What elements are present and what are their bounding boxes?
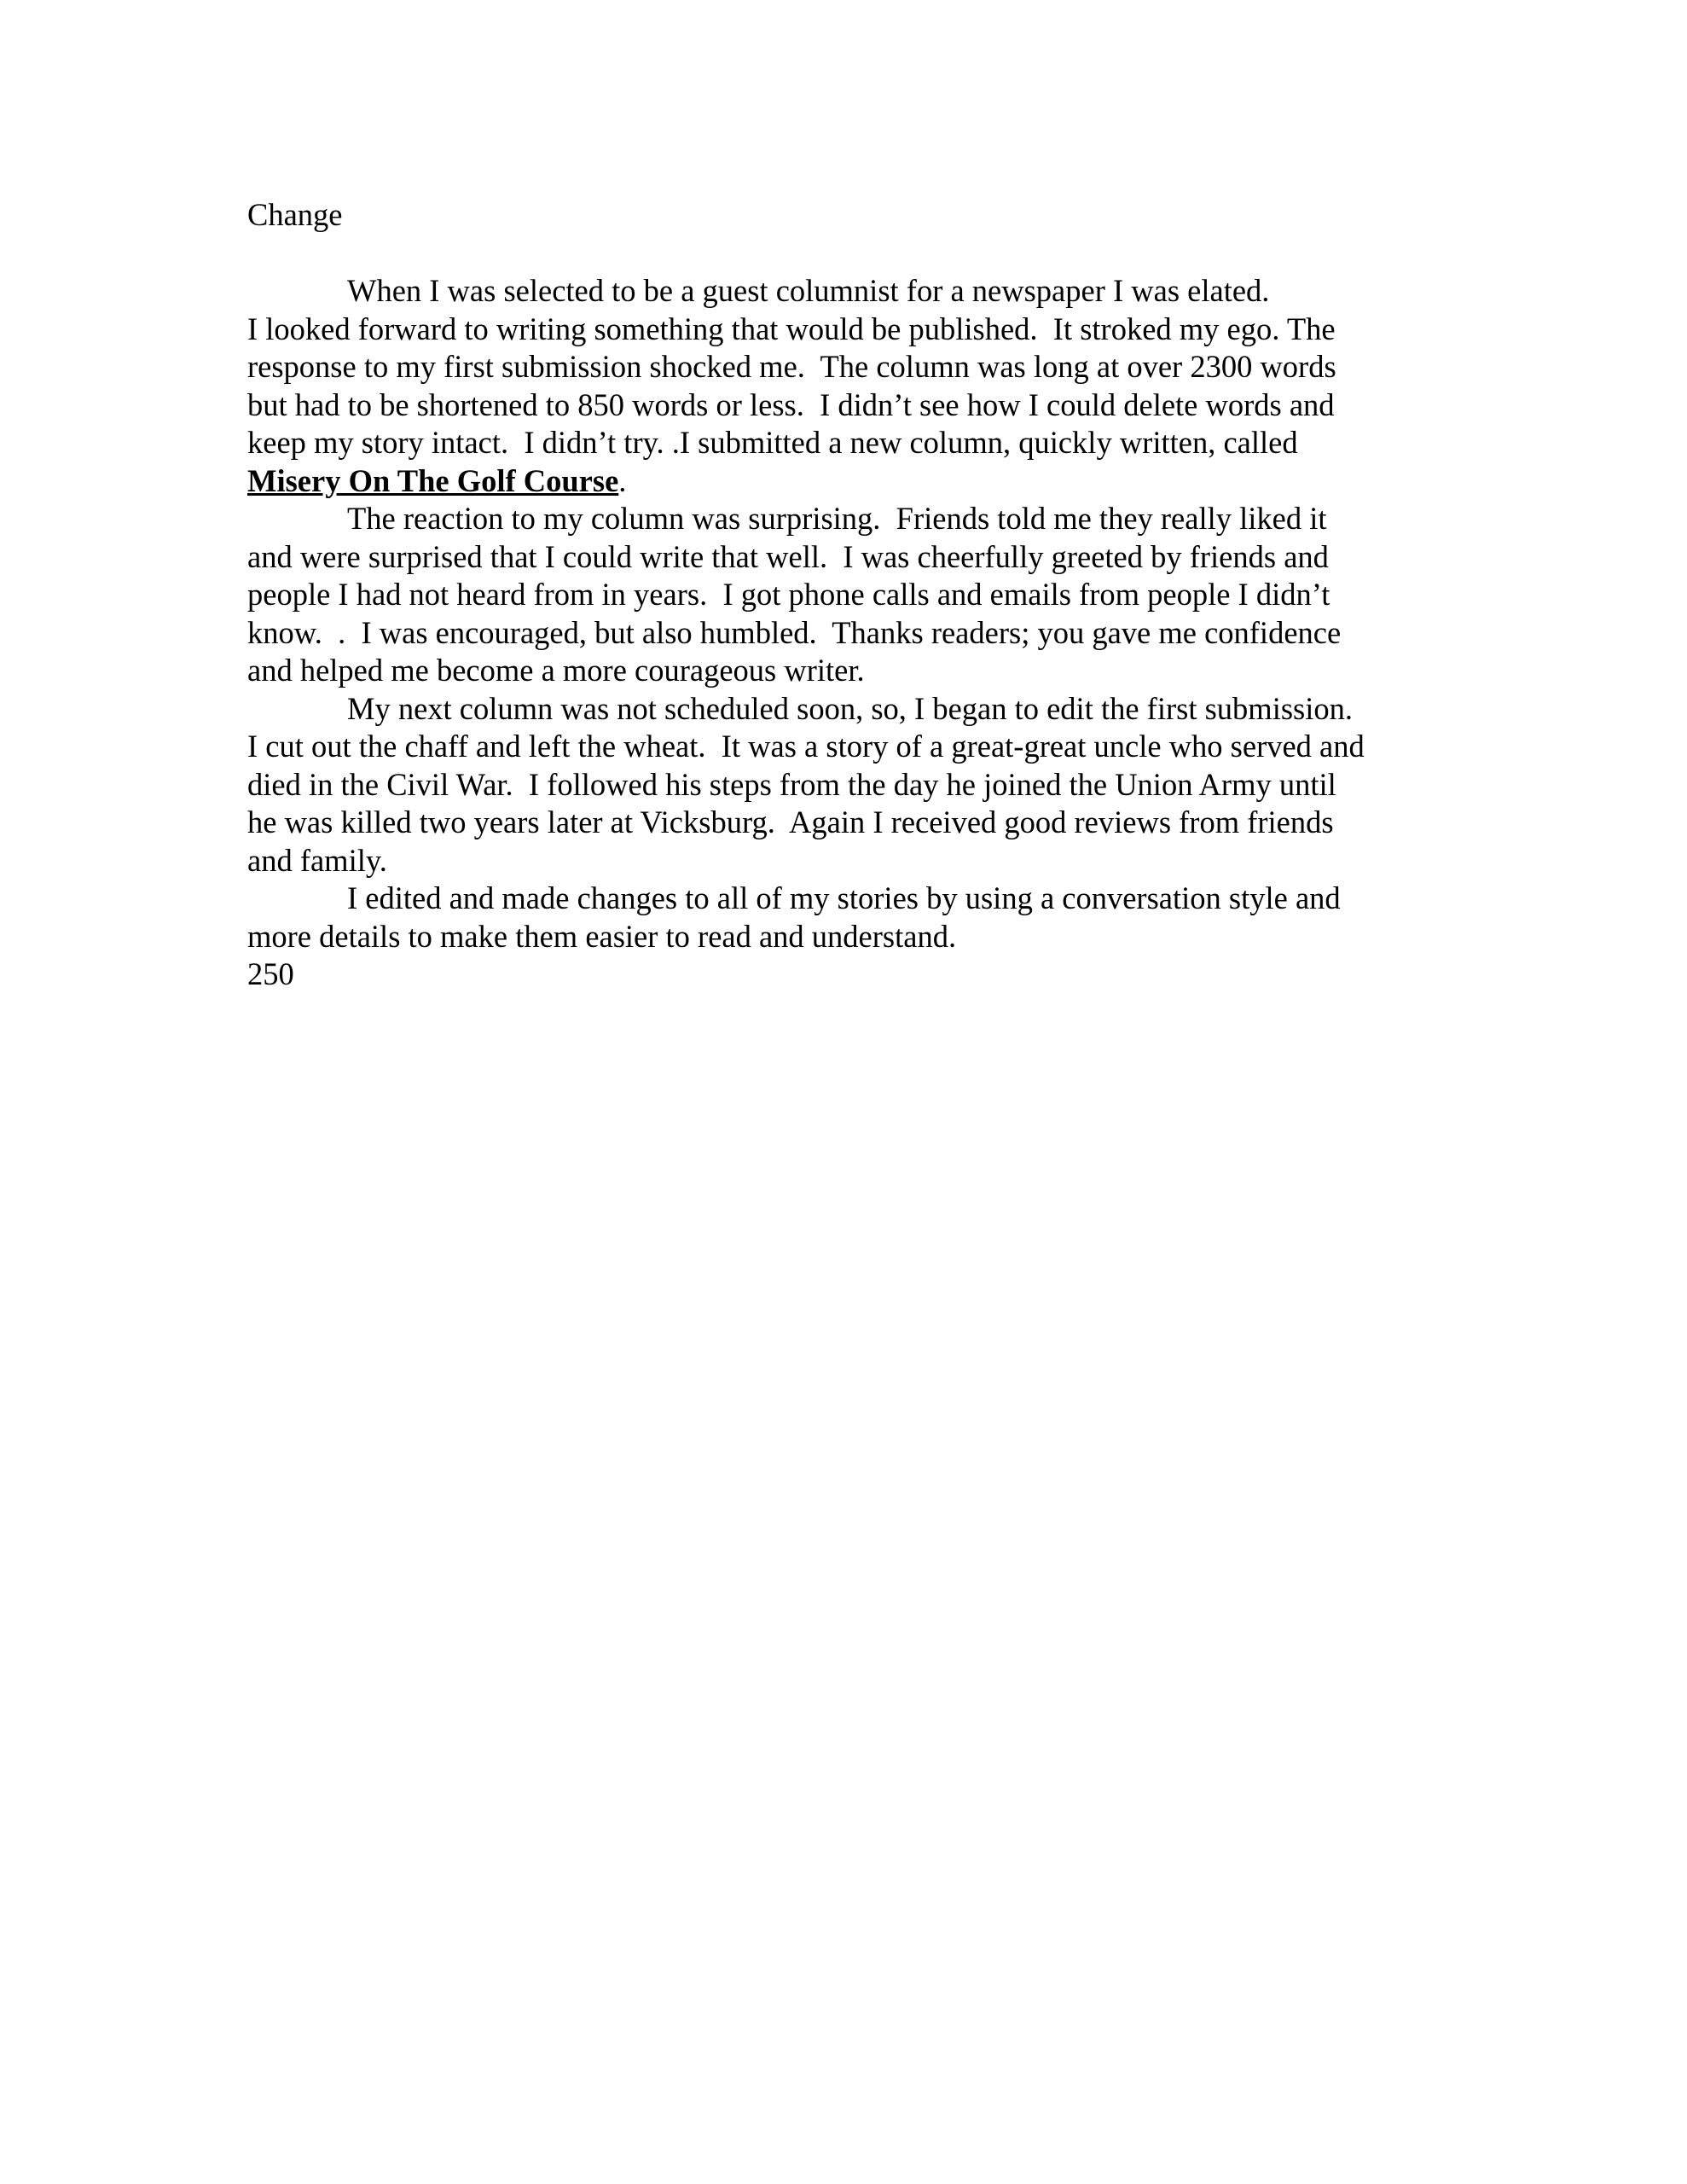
text-line (247, 500, 1475, 538)
line-text: I looked forward to writing something that would be published. It stroked my ego. The (247, 311, 1336, 346)
line-text: I cut out the chaff and left the wheat. It was a story of a great-great uncle who served and (247, 729, 1365, 764)
blank-line (247, 235, 1475, 273)
trailing-punctuation: . (618, 462, 627, 498)
document-body (247, 196, 1475, 994)
line-text: he was killed two years later at Vicksburg. Again I received good reviews from friends (247, 804, 1334, 839)
line-text: know. . I was encouraged, but also humbled. Thanks readers; you gave me confidence (247, 614, 1342, 650)
text-line (247, 728, 1475, 766)
document-text-lines (247, 272, 1475, 956)
text-line (247, 842, 1475, 880)
word-count: 250 (247, 956, 294, 991)
document-title: Change (247, 197, 343, 232)
column-title: Misery On The Golf Course (247, 462, 619, 498)
line-text: but had to be shortened to 850 words or less. I didn’t see how I could delete words and (247, 386, 1335, 422)
line-text: My next column was not scheduled soon, so, I began to edit the first submission. (347, 690, 1354, 726)
text-line (247, 348, 1475, 386)
text-line (247, 272, 1475, 311)
text-line (247, 880, 1475, 918)
line-text: response to my first submission shocked me. The column was long at over 2300 words (247, 349, 1336, 384)
text-line (247, 918, 1475, 956)
line-text: and were surprised that I could write that well. I was cheerfully greeted by friends and (247, 538, 1329, 574)
line-text: more details to make them easier to read and understand. (247, 918, 957, 954)
line-text: I edited and made changes to all of my stories by using a conversation style and (347, 880, 1341, 915)
line-text: keep my story intact. I didn’t try. .I submitted a new column, quickly written, called (247, 425, 1298, 460)
text-line (247, 424, 1475, 462)
text-line (247, 538, 1475, 577)
text-line (247, 386, 1475, 425)
text-line (247, 766, 1475, 804)
line-text: When I was selected to be a guest columnist for a newspaper I was elated. (347, 273, 1270, 308)
text-line (247, 311, 1475, 349)
text-line (247, 462, 1475, 501)
line-text: and family. (247, 842, 387, 878)
text-line (247, 614, 1475, 653)
line-text: people I had not heard from in years. I got phone calls and emails from people I didn’t (247, 577, 1330, 612)
text-line (247, 804, 1475, 842)
line-text: The reaction to my column was surprising. Friends told me they really liked it (347, 501, 1327, 536)
text-line (247, 652, 1475, 690)
line-text: and helped me become a more courageous writer. (247, 653, 865, 688)
text-line (247, 576, 1475, 614)
text-line (247, 690, 1475, 729)
line-text: died in the Civil War. I followed his steps from the day he joined the Union Army until (247, 766, 1336, 802)
